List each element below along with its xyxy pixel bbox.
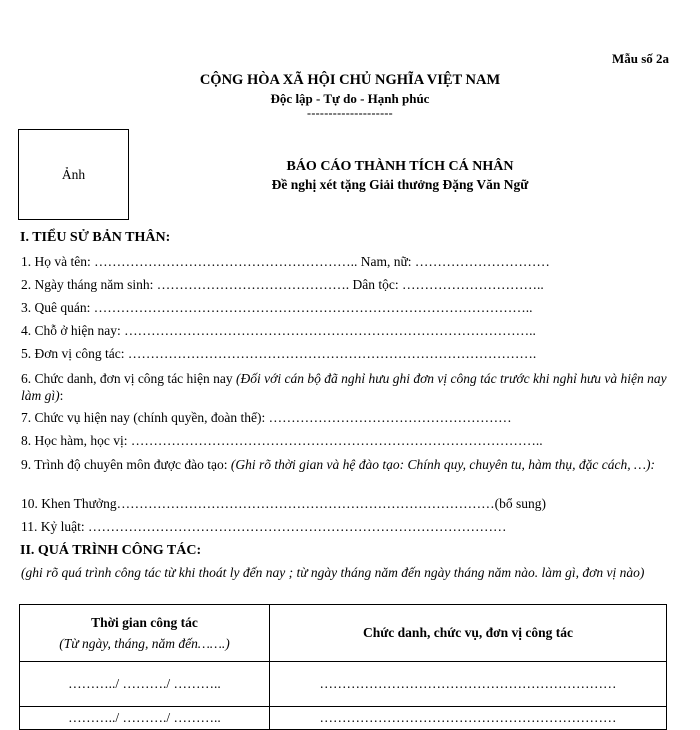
field-academic-degree: 8. Học hàm, học vị: ……………………………………………………………………………….. [21, 433, 543, 448]
field-birth-date: 2. Ngày tháng năm sinh: ……………………………………. Dân tộc: ………………………….. [21, 277, 544, 292]
photo-box [18, 129, 129, 220]
header-time-period [20, 605, 270, 662]
field-discipline: 11. Kỷ luật: ………………………………………………………………………………… [21, 519, 507, 534]
field-full-name: 1. Họ và tên: ………………………………………………….. Nam, nữ: ………………………… [21, 254, 550, 269]
field-current-title [21, 370, 686, 404]
field-training-note: (Ghi rõ thời gian và hệ đào tạo: Chính quy, chuyên tu, hàm thụ, đặc cách, …): [230, 457, 655, 472]
field-residence: 4. Chỗ ở hiện nay: ……………………………………………………………………………….. [21, 323, 536, 338]
row1-time: ………../ ………./ ……….. [20, 662, 270, 707]
form-number: Mẫu số 2a [611, 51, 669, 66]
col2-header: Chức danh, chức vụ, đơn vị công tác [270, 605, 667, 662]
national-title: CỘNG HÒA XÃ HỘI CHỦ NGHĨA VIỆT NAM [199, 72, 501, 88]
section1-heading: I. TIỂU SỬ BẢN THÂN: [20, 230, 171, 245]
row2-position: ………………………………………………………… [270, 707, 667, 730]
motto-divider: -------------------- [307, 106, 393, 120]
field-current-title-label: 6. Chức danh, đơn vị công tác hiện nay [21, 371, 237, 386]
photo-label: Ảnh [61, 166, 86, 182]
row2-time: ………../ ………./ ……….. [20, 707, 270, 730]
field-training-label: 9. Trình độ chuyên môn được đào tạo: [21, 457, 231, 472]
field-training [21, 456, 686, 473]
field-current-title-note: (Đối với cán bộ đã nghỉ hưu ghi đơn vị công tác trước khi nghỉ hưu và hiện nay làm gì) [21, 371, 667, 403]
report-subtitle: Đề nghị xét tặng Giải thưởng Đặng Văn Ngữ [271, 177, 529, 192]
field-work-unit: 5. Đơn vị công tác: ………………………………………………………………………………. [21, 346, 537, 361]
field-current-position: 7. Chức vụ hiện nay (chính quyền, đoàn thể): ……………………………………………… [21, 410, 512, 425]
field-current-title-colon: : [59, 388, 64, 403]
motto: Độc lập - Tự do - Hạnh phúc [270, 91, 430, 106]
work-history-table [19, 604, 667, 730]
col1-header: Thời gian công tác [91, 615, 198, 630]
field-awards: 10. Khen Thưởng…………………………………………………………………………(bổ sung) [21, 496, 546, 511]
report-title: BÁO CÁO THÀNH TÍCH CÁ NHÂN [286, 159, 514, 174]
table-header-row [20, 605, 667, 662]
row1-position: ………………………………………………………… [270, 662, 667, 707]
section2-heading: II. QUÁ TRÌNH CÔNG TÁC: [20, 543, 202, 558]
table-row [20, 707, 667, 730]
col1-subheader: (Từ ngày, tháng, năm đến…….) [59, 636, 230, 651]
section2-note: (ghi rõ quá trình công tác từ khi thoát ly đến nay ; từ ngày tháng năm đến ngày tháng năm nào. làm gì, đơn vị nào) [21, 565, 645, 580]
field-hometown: 3. Quê quán: …………………………………………………………………………………….. [21, 300, 533, 315]
